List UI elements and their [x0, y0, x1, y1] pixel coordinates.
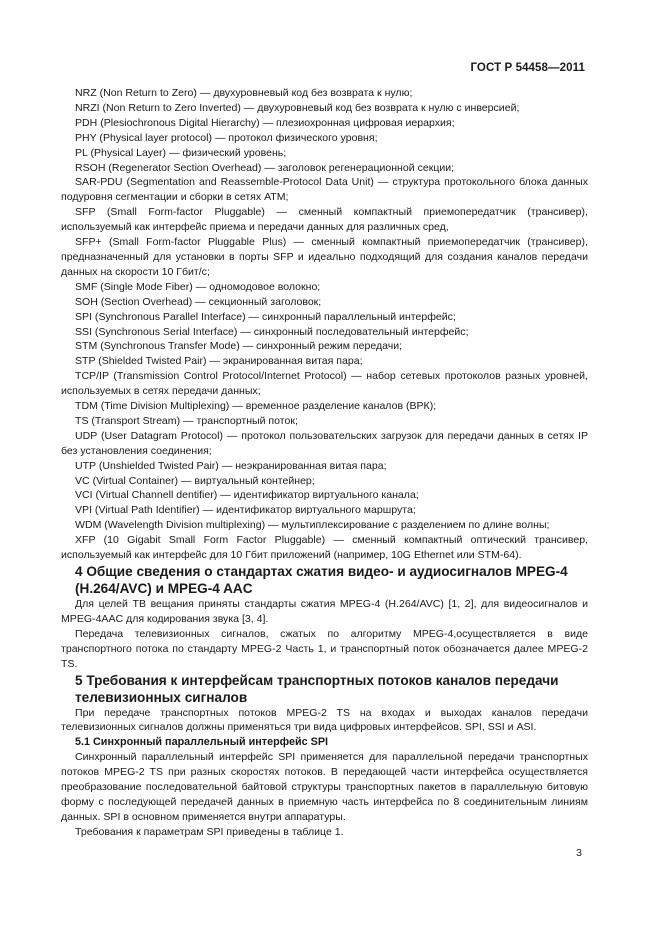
section-4-paragraph: Передача телевизионных сигналов, сжатых по алгоритму MPEG-4,осуществляется в виде транспортного потока по стандарту MPEG-2 Часть 1, и транспортный поток обозначается далее MPEG-2 TS. [61, 627, 588, 670]
definition-item: VPI (Virtual Path Identifier) — идентификатор виртуального маршрута; [75, 504, 416, 517]
section-5-heading: 5 Требования к интерфейсам транспортных потоков каналов передачи телевизионных сигналов [75, 672, 559, 705]
definition-item: SAR-PDU (Segmentation and Reassemble-Protocol Data Unit) — структура протокольного блока данных подуровня сегментации и сборки в сетях АТМ; [61, 176, 588, 204]
definition-item: PHY (Physical layer protocol) — протокол физического уровня; [75, 131, 378, 144]
section-5-paragraph: При передаче транспортных потоков MPEG-2 TS на входах и выходах каналов передачи телевизионных сигналов должны применяться три вида цифровых интерфейсов. SPI, SSI и ASI. [61, 706, 588, 734]
definition-item: SOH (Section Overhead) — секционный заголовок; [75, 295, 322, 308]
definition-item: UDP (User Datagram Protocol) — протокол пользовательских загрузок для передачи данных в сетях IP без установления соединения; [61, 429, 588, 457]
definition-item: UTP (Unshielded Twisted Pair) — неэкранированная витая пара; [75, 459, 387, 472]
page-content [61, 86, 588, 840]
definition-item: SFP (Small Form-factor Pluggable) — сменный компактный приемопередатчик (трансивер), используемый как интерфейс приема и передачи данных для различных сред, [61, 206, 588, 234]
standard-number-header: ГОСТ Р 54458—2011 [470, 62, 585, 74]
definition-item: SPI (Synchronous Parallel Interface) — синхронный параллельный интерфейс; [75, 310, 456, 323]
subsection-5-1-paragraph: Требования к параметрам SPI приведены в таблице 1. [75, 825, 344, 838]
definitions-list [61, 86, 588, 563]
definition-item: SSI (Synchronous Serial Interface) — синхронный последовательный интерфейс; [75, 325, 469, 338]
definition-item: SFP+ (Small Form-factor Pluggable Plus) — сменный компактный приемопередатчик (трансивер), предназначенный для установки в порты SFP и идеально подходящий для создания каналов передачи данных на скорости 10 Гбит/с; [61, 236, 588, 278]
page-number: 3 [576, 847, 582, 859]
subsection-5-1-heading: 5.1 Синхронный параллельный интерфейс SPI [75, 736, 329, 749]
definition-item: NRZI (Non Return to Zero Inverted) — двухуровневый код без возврата к нулю с инверсией; [75, 101, 520, 114]
subsection-5-1-paragraph: Синхронный параллельный интерфейс SPI применяется для параллельной передачи транспортных потоков MPEG-2 TS при разных скоростях потоков. В передающей части интерфейса осуществляется преобразование последовательной байтовой структуры транспортных пакетов в параллельную битовую форму с последующей передачей данных в приемную часть интерфейса по 8 соединительным линиям данных. SPI в основном применяется внутри аппаратуры. [61, 751, 588, 823]
definition-item: NRZ (Non Return to Zero) — двухуровневый код без возврата к нулю; [75, 87, 413, 99]
definition-item: STP (Shielded Twisted Pair) — экранированная витая пара; [75, 355, 363, 368]
definition-item: VCI (Virtual Channell dentifier) — идентификатор виртуального канала; [75, 489, 419, 502]
definition-item: TDM (Time Division Multiplexing) — временное разделение каналов (ВРК); [75, 400, 437, 413]
section-4-paragraph: Для целей ТВ вещания приняты стандарты сжатия MPEG-4 (H.264/AVC) [1, 2], для видеосигналов и MPEG-4AAC для кодирования звука [3, 4]. [61, 598, 588, 625]
definition-item: TS (Transport Stream) — транспортный поток; [75, 414, 298, 427]
section-4-heading: 4 Общие сведения о стандартах сжатия видео- и аудиосигналов MPEG-4 (H.264/AVC) и MPEG-4 AAC [75, 564, 568, 596]
definition-item: STM (Synchronous Transfer Mode) — синхронный режим передачи; [75, 340, 403, 353]
definition-item: XFP (10 Gigabit Small Form Factor Pluggable) — сменный компактный оптический трансивер, используемый как интерфейс для 10 Гбит приложений (например, 10G Ethernet или STM-64). [61, 534, 588, 562]
definition-item: WDM (Wavelength Division multiplexing) — мультиплексирование с разделением по длине волны; [75, 519, 550, 532]
definition-item: PDH (Plesiochronous Digital Hierarchy) — плезиохронная цифровая иерархия; [75, 116, 455, 129]
definition-item: PL (Physical Layer) — физический уровень; [75, 146, 287, 159]
definition-item: SMF (Single Mode Fiber) — одномодовое волокно; [75, 280, 321, 293]
definition-item: TCP/IP (Transmission Control Protocol/Internet Protocol) — набор сетевых протоколов разных уровней, используемых в сетях передачи данных; [61, 370, 588, 398]
definition-item: RSOH (Regenerator Section Overhead) — заголовок регенерационной секции; [75, 161, 455, 174]
definition-item: VC (Virtual Container) — виртуальный контейнер; [75, 474, 315, 487]
